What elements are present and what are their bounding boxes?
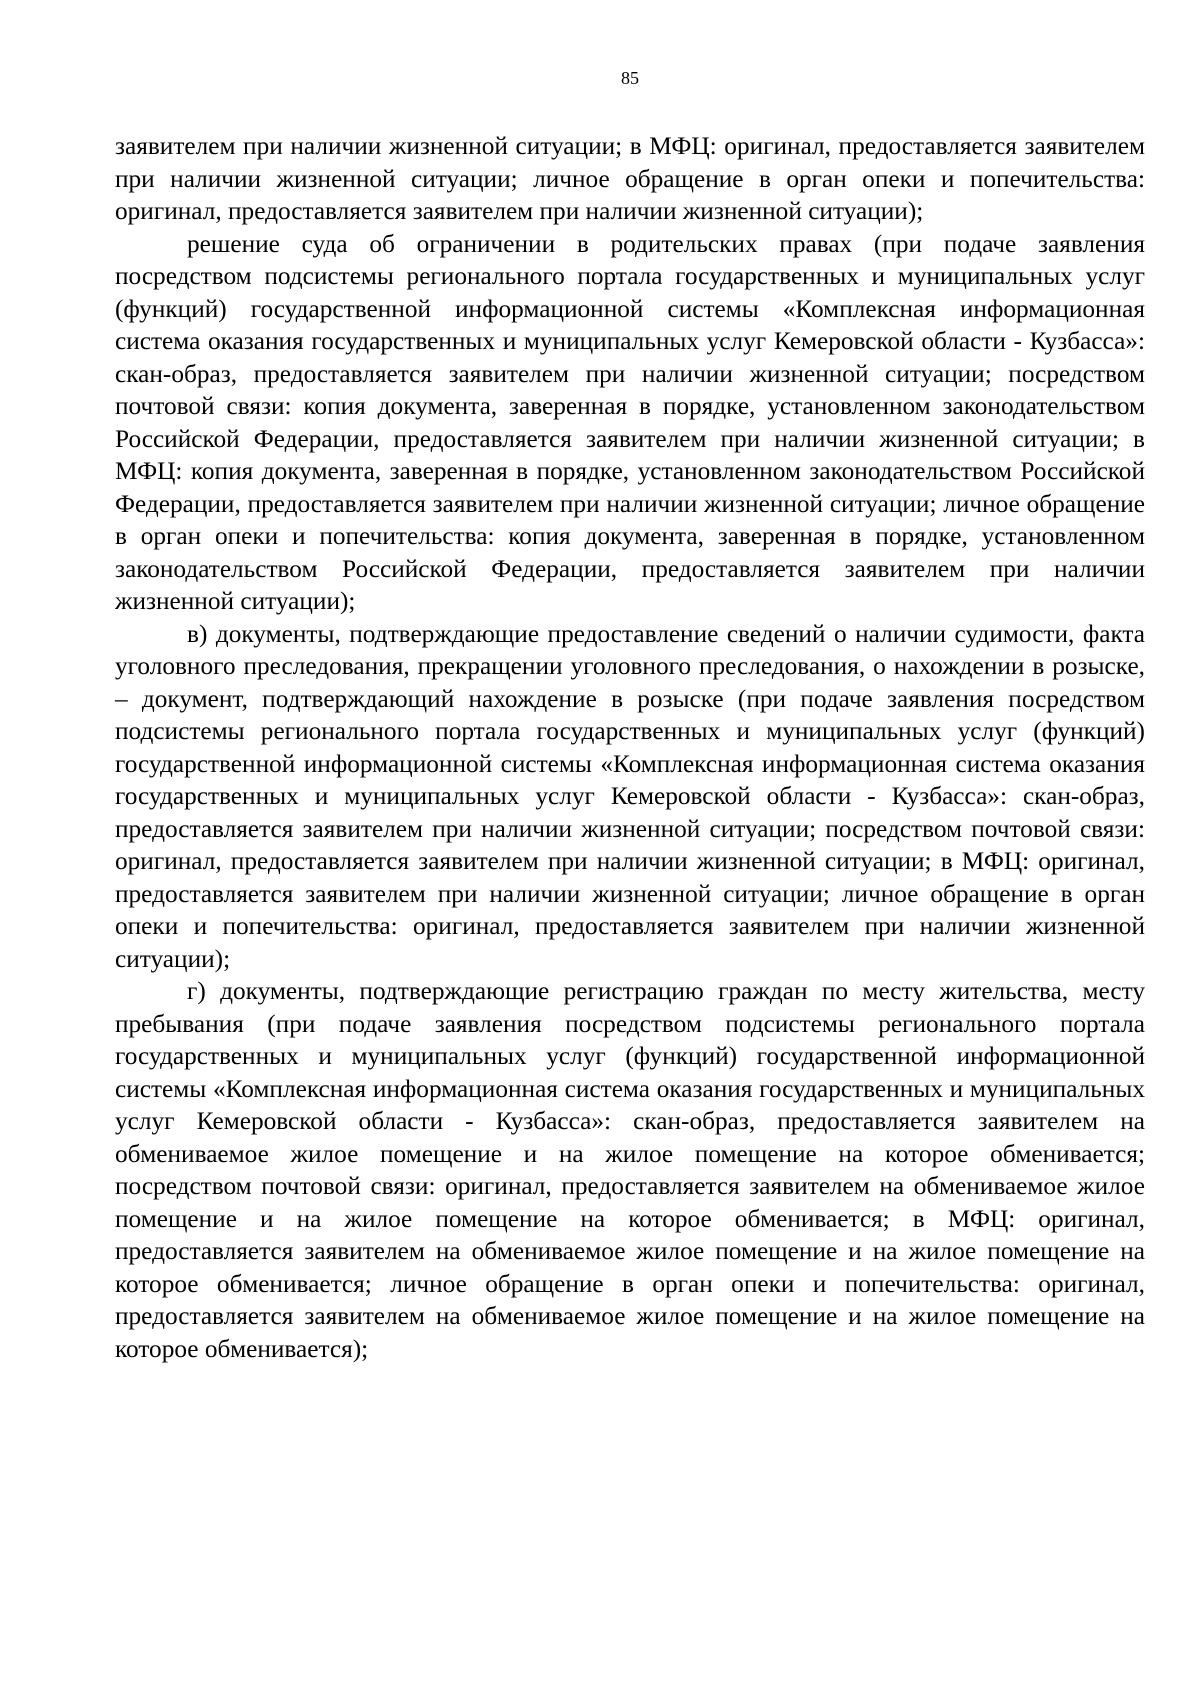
- document-body: [115, 130, 1145, 1365]
- page-number: 85: [621, 68, 639, 88]
- paragraph-registration: г) документы, подтверждающие регистрацию граждан по месту жительства, месту пребывания (при подаче заявления посредством подсистемы регионального портала государственных и муниципальных услуг (функций) государственной информационной системы «Комплексная информационная система оказания государственных и муниципальных услуг Кемеровской области - Кузбасса»: скан-образ, предоставляется заявителем на обмениваемое жилое помещение и на жилое помещение на которое обменивается; посредством почтовой связи: оригинал, предоставляется заявителем на обмениваемое жилое помещение и на жилое помещение на которое обменивается; в МФЦ: оригинал, предоставляется заявителем на обмениваемое жилое помещение и на жилое помещение на которое обменивается; личное обращение в орган опеки и попечительства: оригинал, предоставляется заявителем на обмениваемое жилое помещение и на жилое помещение на которое обменивается);: [115, 977, 1145, 1363]
- paragraph-criminal-record: в) документы, подтверждающие предоставление сведений о наличии судимости, факта уголовного преследования, прекращении уголовного преследования, о нахождении в розыске, – документ, подтверждающий нахождение в розыске (при подаче заявления посредством подсистемы регионального портала государственных и муниципальных услуг (функций) государственной информационной системы «Комплексная информационная система оказания государственных и муниципальных услуг Кемеровской области - Кузбасса»: скан-образ, предоставляется заявителем при наличии жизненной ситуации; посредством почтовой связи: оригинал, предоставляется заявителем при наличии жизненной ситуации; в МФЦ: оригинал, предоставляется заявителем при наличии жизненной ситуации; личное обращение в орган опеки и попечительства: оригинал, предоставляется заявителем при наличии жизненной ситуации);: [115, 619, 1145, 973]
- paragraph-continuation: заявителем при наличии жизненной ситуации; в МФЦ: оригинал, предоставляется заявителем при наличии жизненной ситуации; личное обращение в орган опеки и попечительства: оригинал, предоставляется заявителем при наличии жизненной ситуации);: [115, 132, 1145, 225]
- paragraph-court-decision: решение суда об ограничении в родительских правах (при подаче заявления посредством подсистемы регионального портала государственных и муниципальных услуг (функций) государственной информационной системы «Комплексная информационная система оказания государственных и муниципальных услуг Кемеровской области - Кузбасса»: скан-образ, предоставляется заявителем при наличии жизненной ситуации; посредством почтовой связи: копия документа, заверенная в порядке, установленном законодательством Российской Федерации, предоставляется заявителем при наличии жизненной ситуации; в МФЦ: копия документа, заверенная в порядке, установленном законодательством Российской Федерации, предоставляется заявителем при наличии жизненной ситуации; личное обращение в орган опеки и попечительства: копия документа, заверенная в порядке, установленном законодательством Российской Федерации, предоставляется заявителем при наличии жизненной ситуации);: [115, 229, 1145, 615]
